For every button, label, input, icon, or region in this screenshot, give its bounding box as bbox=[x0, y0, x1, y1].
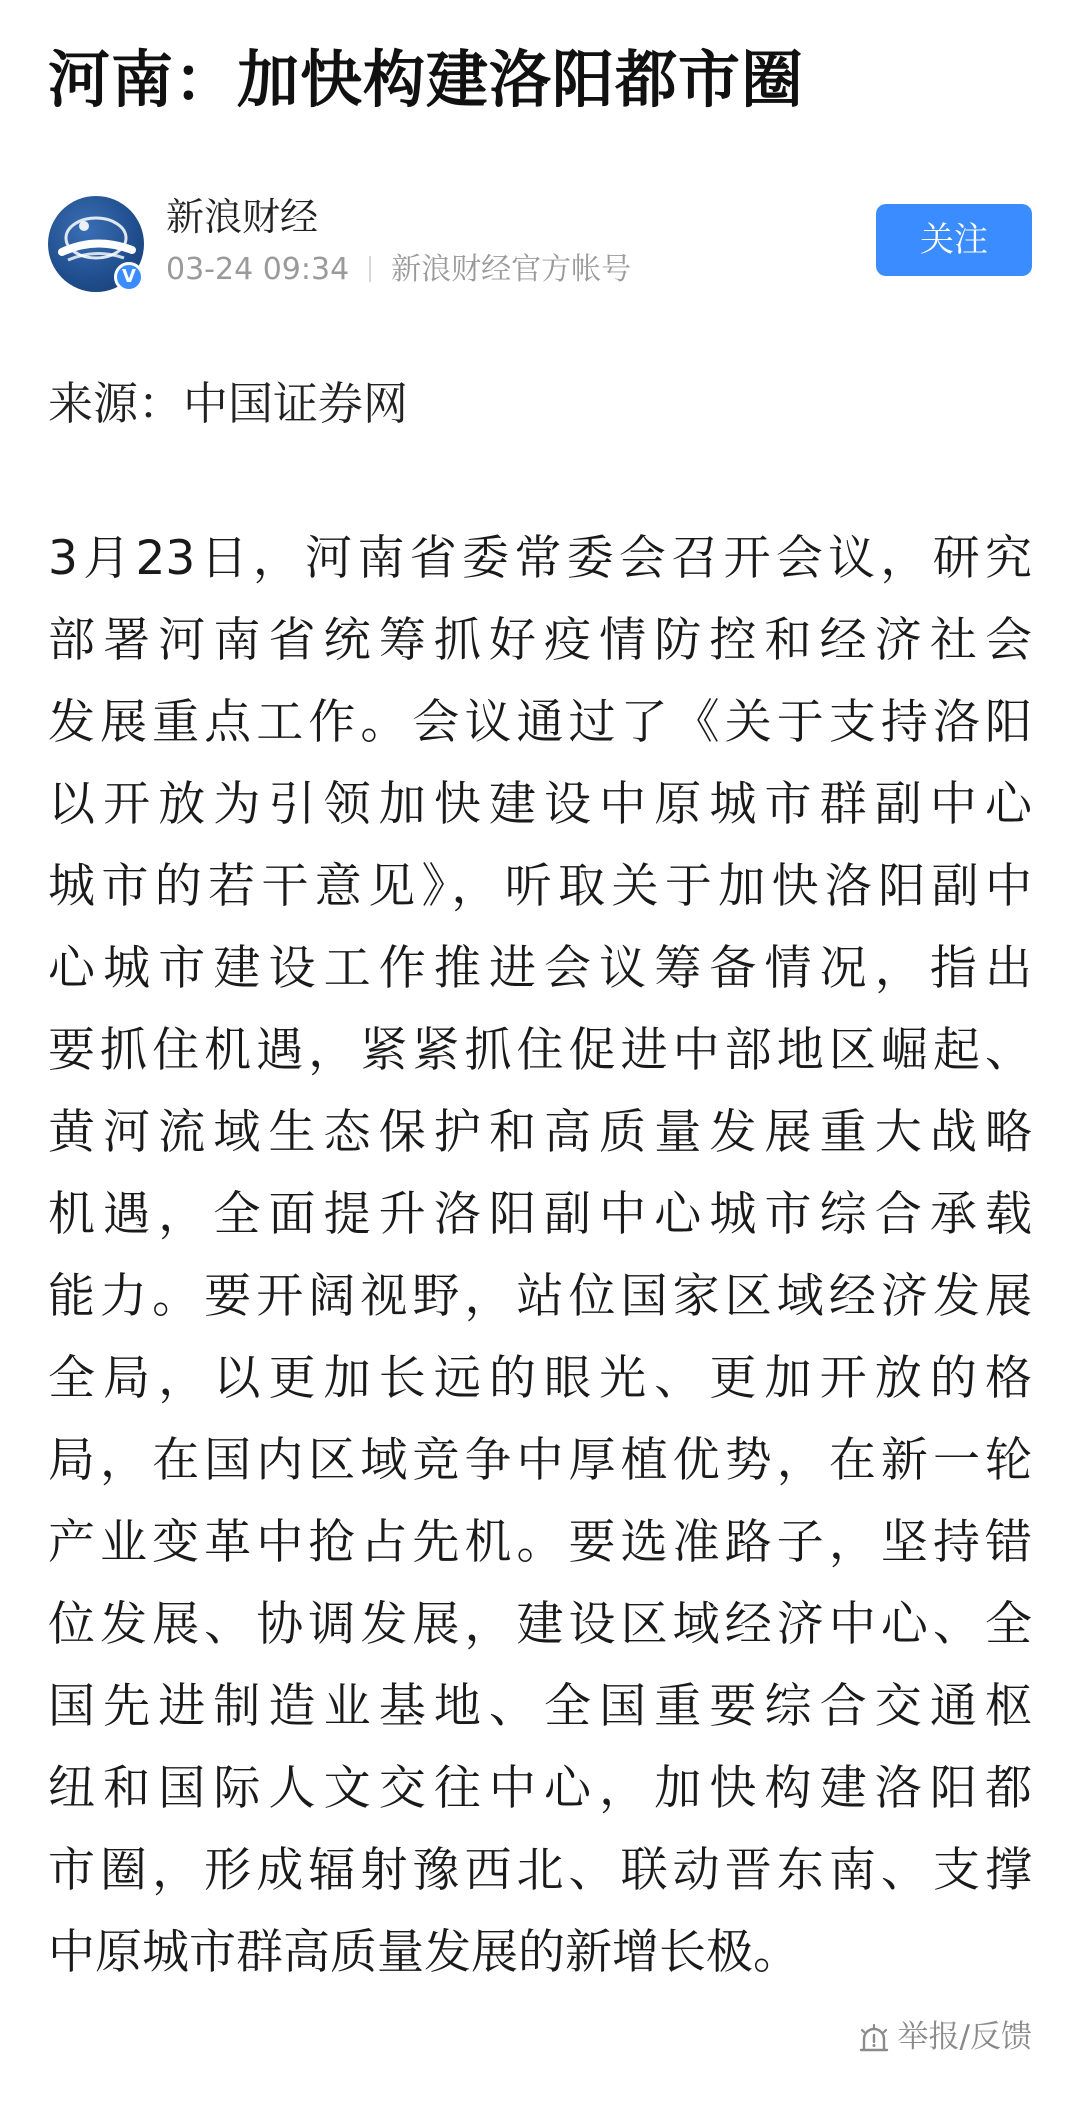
body-line: 全局，以更加长远的眼光、更加开放的格 bbox=[48, 1351, 1032, 1406]
meta-divider bbox=[369, 256, 371, 282]
article-source: 来源：中国证券网 bbox=[48, 377, 409, 430]
body-line: 以开放为引领加快建设中原城市群副中心 bbox=[48, 777, 1032, 832]
follow-button[interactable]: 关注 bbox=[876, 204, 1032, 276]
body-line: 纽和国际人文交往中心，加快构建洛阳都 bbox=[48, 1761, 1032, 1816]
body-line: 要抓住机遇，紧紧抓住促进中部地区崛起、 bbox=[48, 1023, 1032, 1078]
body-line: 黄河流域生态保护和高质量发展重大战略 bbox=[48, 1105, 1032, 1160]
author-bar bbox=[48, 192, 1032, 296]
account-type: 新浪财经官方帐号 bbox=[391, 252, 632, 287]
body-line: 位发展、协调发展，建设区域经济中心、全 bbox=[48, 1597, 1032, 1652]
report-label: 举报/反馈 bbox=[897, 2019, 1032, 2055]
post-datetime: 03-24 09:34 bbox=[166, 252, 350, 287]
body-line: 心城市建设工作推进会议筹备情况，指出 bbox=[48, 941, 1032, 996]
body-line: 发展重点工作。会议通过了《关于支持洛阳 bbox=[48, 695, 1032, 750]
author-name[interactable]: 新浪财经 bbox=[166, 195, 319, 239]
article-body bbox=[48, 518, 1032, 1994]
body-line: 城市的若干意见》，听取关于加快洛阳副中 bbox=[48, 859, 1032, 914]
author-avatar[interactable] bbox=[48, 196, 144, 292]
body-line: 产业变革中抢占先机。要选准路子，坚持错 bbox=[48, 1515, 1032, 1570]
report-feedback-link[interactable] bbox=[858, 2012, 1032, 2062]
body-line: 能力。要开阔视野，站位国家区域经济发展 bbox=[48, 1269, 1032, 1324]
post-meta bbox=[166, 250, 631, 290]
body-line: 机遇，全面提升洛阳副中心城市综合承载 bbox=[48, 1187, 1032, 1242]
report-alert-icon bbox=[858, 2020, 890, 2070]
body-line: 市圈，形成辐射豫西北、联动晋东南、支撑 bbox=[48, 1843, 1032, 1898]
body-line: 3月23日，河南省委常委会召开会议，研究 bbox=[48, 531, 1032, 586]
verified-v-icon: V bbox=[114, 262, 144, 292]
body-line: 中原城市群高质量发展的新增长极。 bbox=[48, 1925, 800, 1980]
body-line: 部署河南省统筹抓好疫情防控和经济社会 bbox=[48, 613, 1032, 668]
article-title: 河南：加快构建洛阳都市圈 bbox=[48, 43, 805, 116]
body-line: 局，在国内区域竞争中厚植优势，在新一轮 bbox=[48, 1433, 1032, 1488]
body-line: 国先进制造业基地、全国重要综合交通枢 bbox=[48, 1679, 1032, 1734]
